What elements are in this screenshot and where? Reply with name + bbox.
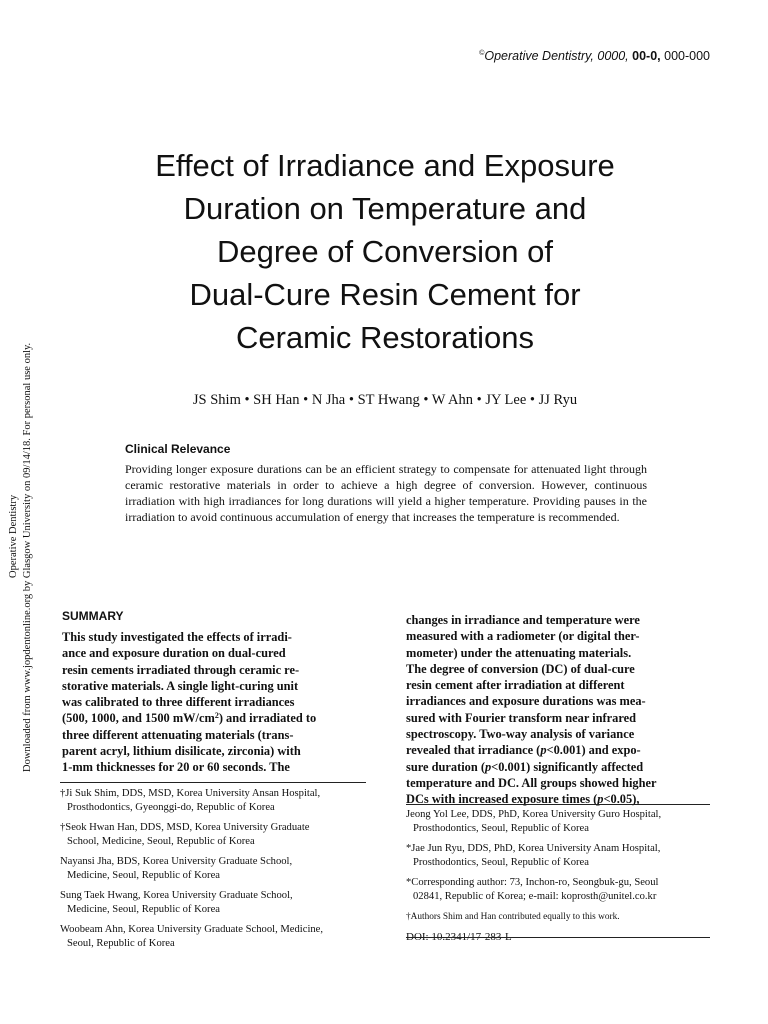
summary-line: 1-mm thicknesses for 20 or 60 seconds. The	[62, 760, 290, 775]
summary-line: parent acryl, lithium disilicate, zirconia) with	[62, 744, 301, 759]
equal-contribution-note: †Authors Shim and Han contributed equally to this work.	[406, 912, 620, 922]
affiliation-line: Prosthodontics, Seoul, Republic of Korea	[413, 857, 589, 868]
summary-line: measured with a radiometer (or digital ther-	[406, 629, 640, 644]
summary-line: storative materials. A single light-curing unit	[62, 678, 299, 693]
affiliation-line: Prosthodontics, Gyeonggi-do, Republic of Korea	[67, 802, 275, 813]
affiliation-line: Prosthodontics, Seoul, Republic of Korea	[413, 823, 589, 834]
affiliation-line: *Jae Jun Ryu, DDS, PhD, Korea University Anam Hospital,	[406, 843, 661, 854]
stamp-journal-name: Operative Dentistry	[8, 494, 19, 578]
p-value-symbol: p	[484, 759, 492, 774]
summary-line: This study investigated the effects of irradi-	[62, 630, 292, 644]
affiliation-line: School, Medicine, Seoul, Republic of Korea	[67, 836, 255, 847]
summary-text: DCs with increased exposure times (	[406, 792, 598, 807]
title-line: Ceramic Restorations	[235, 320, 535, 355]
journal-pages: 000-000	[664, 49, 710, 63]
title-line: Duration on Temperature and	[183, 191, 587, 226]
summary-text: ) and irradiated to	[218, 711, 317, 726]
footer-rule	[406, 937, 710, 938]
summary-column-left	[62, 629, 366, 776]
summary-heading: SUMMARY	[62, 609, 124, 623]
title-line: Degree of Conversion of	[216, 234, 554, 269]
summary-text: (500, 1000, and 1500 mW/cm	[62, 711, 215, 726]
summary-line: spectroscopy. Two-way analysis of variance	[406, 727, 635, 742]
author-affiliation	[406, 808, 716, 836]
author-affiliation	[406, 876, 716, 904]
summary-line: ance and exposure duration on dual-cured	[62, 646, 286, 661]
summary-line: mometer) under the attenuating materials.	[406, 645, 632, 660]
summary-line: irradiances and exposure durations was mea-	[406, 694, 646, 709]
affiliation-line: Jeong Yol Lee, DDS, PhD, Korea University Guro Hospital,	[406, 809, 662, 820]
journal-citation	[479, 49, 710, 63]
title-line: Dual-Cure Resin Cement for	[189, 277, 581, 312]
doi: DOI: 10.2341/17-283-L	[406, 931, 512, 943]
summary-line: resin cements irradiated through ceramic re-	[62, 662, 300, 677]
summary-line	[62, 710, 366, 726]
summary-text: revealed that irradiance (	[406, 743, 541, 758]
affiliation-line: Seoul, Republic of Korea	[67, 938, 175, 949]
superscript: 2	[214, 711, 219, 721]
summary-line: three different attenuating materials (trans-	[62, 727, 294, 742]
affiliation-line: 02841, Republic of Korea; e-mail: koprosth@unitel.co.kr	[413, 891, 657, 902]
summary-column-right	[406, 612, 710, 808]
summary-line: temperature and DC. All groups showed higher	[406, 775, 657, 790]
summary-line	[406, 759, 710, 775]
download-stamp	[2, 0, 33, 1024]
summary-text: sure duration (	[406, 759, 485, 774]
article-title	[60, 144, 710, 359]
author-list: JS Shim • SH Han • N Jha • ST Hwang • W Ahn • JY Lee • JJ Ryu	[192, 392, 578, 408]
author-affiliation	[406, 842, 716, 870]
affiliation-line: Medicine, Seoul, Republic of Korea	[67, 870, 220, 881]
affiliation-line: †Ji Suk Shim, DDS, MSD, Korea University Ansan Hospital,	[60, 788, 321, 799]
affiliation-line: Medicine, Seoul, Republic of Korea	[67, 904, 220, 915]
summary-line	[406, 791, 710, 807]
summary-line: The degree of conversion (DC) of dual-cure	[406, 661, 635, 676]
summary-text: <0.001) and expo-	[546, 743, 641, 758]
journal-name: Operative Dentistry, 0000,	[484, 49, 629, 63]
journal-volume: 00-0,	[632, 49, 661, 63]
footnote-rule	[406, 804, 710, 805]
p-value-symbol: p	[597, 792, 604, 807]
summary-line	[406, 742, 710, 758]
summary-text: <0.001) significantly affected	[491, 759, 644, 774]
title-line: Effect of Irradiance and Exposure	[155, 148, 615, 183]
clinical-relevance-heading: Clinical Relevance	[125, 442, 231, 456]
summary-line: was calibrated to three different irradiances	[62, 695, 295, 710]
author-affiliations-left	[60, 787, 370, 957]
stamp-download-line: Downloaded from www.jopdentonline.org by Glasgow University on 09/14/18. For personal use only.	[22, 342, 33, 772]
affiliation-line: †Seok Hwan Han, DDS, MSD, Korea University Graduate	[60, 822, 310, 833]
copyright-mark: ©	[479, 50, 485, 57]
summary-line: changes in irradiance and temperature were	[406, 613, 640, 627]
affiliation-line: *Corresponding author: 73, Inchon-ro, Seongbuk-gu, Seoul	[406, 877, 659, 888]
author-affiliation	[60, 855, 370, 883]
affiliation-line: Woobeam Ahn, Korea University Graduate School, Medicine,	[60, 924, 324, 935]
summary-text: <0.05),	[603, 792, 640, 807]
author-affiliation	[60, 821, 370, 849]
summary-line: sured with Fourier transform near infrared	[406, 710, 637, 725]
author-affiliations-right	[406, 808, 716, 944]
affiliation-line: Sung Taek Hwang, Korea University Graduate School,	[60, 890, 293, 901]
author-affiliation	[60, 889, 370, 917]
affiliation-list	[406, 808, 716, 904]
summary-line: resin cement after irradiation at different	[406, 678, 625, 693]
author-affiliation	[60, 787, 370, 815]
clinical-relevance-body: Providing longer exposure durations can be an efficient strategy to compensate for attenuated light through ceramic restorative materials in order to achieve a high degree of conversion. However, continuous irradiation with high irradiances for long durations will yield a higher temperature. Providing pauses in the irradiation to avoid continuous accumulation of energy that increases the temperature is recommended.	[125, 462, 647, 524]
p-value-symbol: p	[540, 743, 547, 758]
author-affiliation	[60, 923, 370, 951]
affiliation-line: Nayansi Jha, BDS, Korea University Graduate School,	[60, 856, 293, 867]
footnote-rule	[60, 782, 366, 783]
